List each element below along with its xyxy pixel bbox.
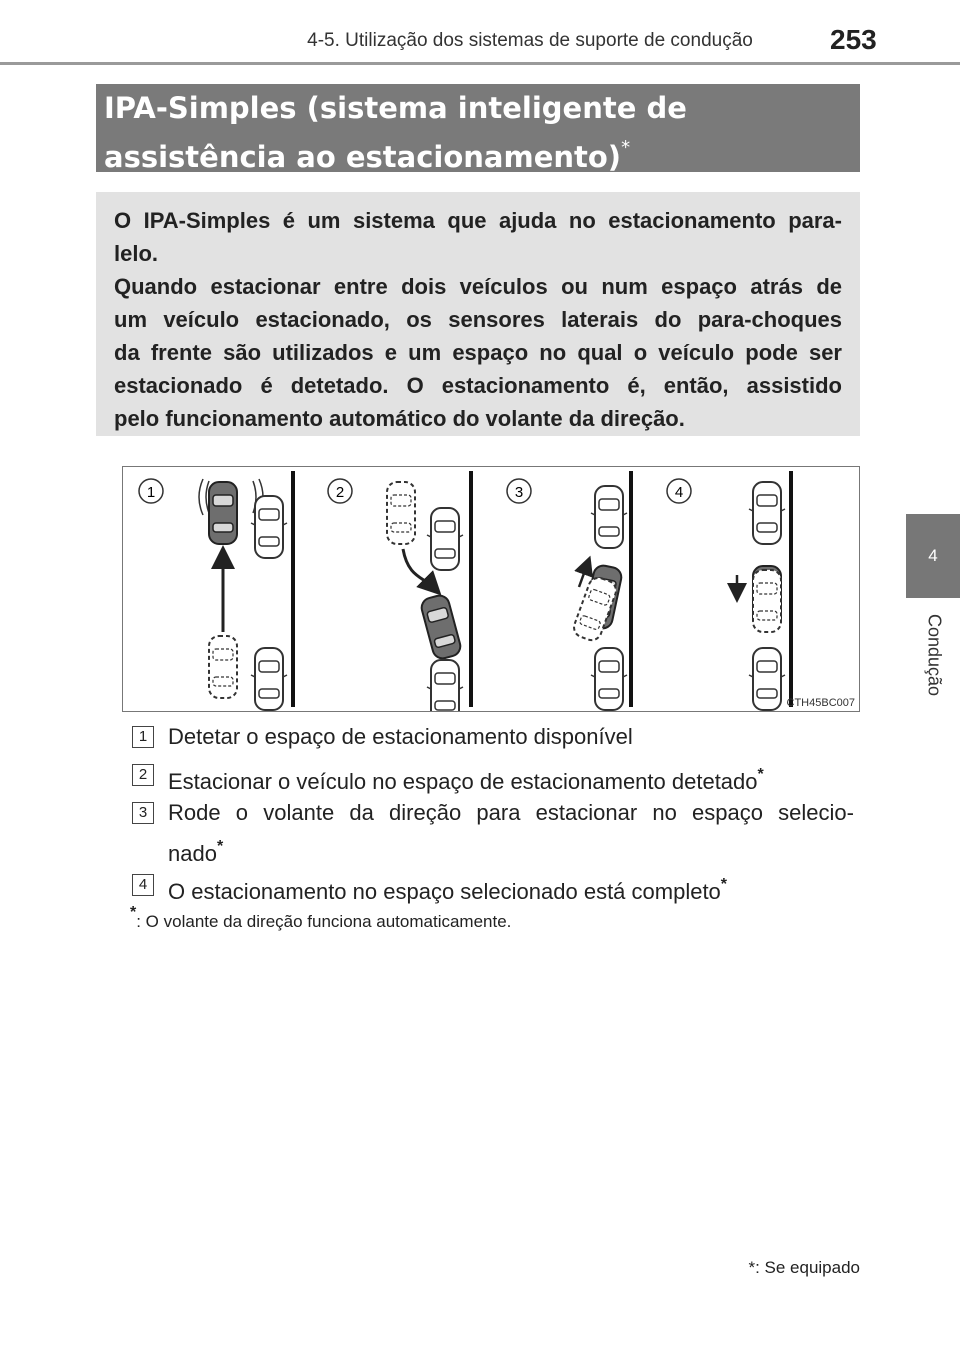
intro-line: estacionado é detetado. O estacionamento é, então, assistido — [114, 373, 842, 398]
footnote-mark: * — [720, 876, 728, 893]
equipped-mark: * — [748, 1258, 756, 1277]
step-number: 4 — [132, 874, 154, 896]
footnote-mark: * — [757, 766, 764, 783]
step-number: 3 — [132, 802, 154, 824]
callout-3 — [507, 479, 531, 503]
step-text: Estacionar o veículo no espaço de estacionamento detetado* — [168, 766, 764, 794]
parking-diagram — [122, 466, 860, 712]
intro-line: Quando estacionar entre dois veículos ou num espaço atrás de — [114, 274, 842, 299]
chapter-label: Condução — [924, 613, 945, 697]
intro-box — [96, 192, 860, 436]
chapter-tab — [906, 514, 960, 598]
callout-4 — [667, 479, 691, 503]
step-number: 2 — [132, 764, 154, 786]
step-text: O estacionamento no espaço selecionado está completo* — [168, 876, 728, 904]
parking-illustration — [123, 467, 859, 711]
section-title-box — [96, 84, 860, 172]
svg-text:1: 1 — [146, 484, 156, 501]
panel-2 — [387, 482, 463, 711]
footnote-mark: * — [130, 904, 137, 921]
svg-text:3: 3 — [514, 484, 524, 501]
figure-code: CTH45BC007 — [786, 697, 855, 709]
panel-1 — [199, 479, 287, 710]
footnote-mark: * — [216, 838, 224, 855]
equipped-note: *: Se equipado — [748, 1258, 860, 1277]
intro-line: um veículo estacionado, os sensores laterais do para-choques — [114, 307, 842, 332]
header-section-title: 4-5. Utilização dos sistemas de suporte de condução — [307, 30, 753, 51]
equipped-mark: * — [621, 137, 631, 158]
svg-text:4: 4 — [674, 484, 684, 501]
chapter-number: 4 — [928, 546, 938, 565]
intro-line: O IPA-Simples é um sistema que ajuda no estacionamento para- — [114, 208, 842, 233]
callout-1 — [139, 479, 163, 503]
intro-line: pelo funcionamento automático do volante da direção. — [114, 406, 685, 431]
step-number: 1 — [132, 726, 154, 748]
section-title-line-2: assistência ao estacionamento)* — [104, 137, 631, 174]
intro-line: lelo. — [114, 241, 159, 266]
step-text-continuation: nado* — [168, 838, 224, 866]
header-rule — [0, 62, 960, 65]
intro-line: da frente são utilizados e um espaço no qual o veículo pode ser — [114, 340, 842, 365]
step-text: Rode o volante da direção para estacionar no espaço selecio- — [168, 800, 854, 825]
footnote: *: O volante da direção funciona automaticamente. — [130, 904, 512, 931]
callout-2 — [328, 479, 352, 503]
page-number: 253 — [830, 24, 877, 55]
section-title-line-1: IPA-Simples (sistema inteligente de — [104, 91, 687, 125]
panel-4 — [737, 482, 785, 710]
panel-3 — [571, 486, 627, 710]
svg-text:2: 2 — [335, 484, 345, 501]
step-text: Detetar o espaço de estacionamento disponível — [168, 724, 633, 749]
